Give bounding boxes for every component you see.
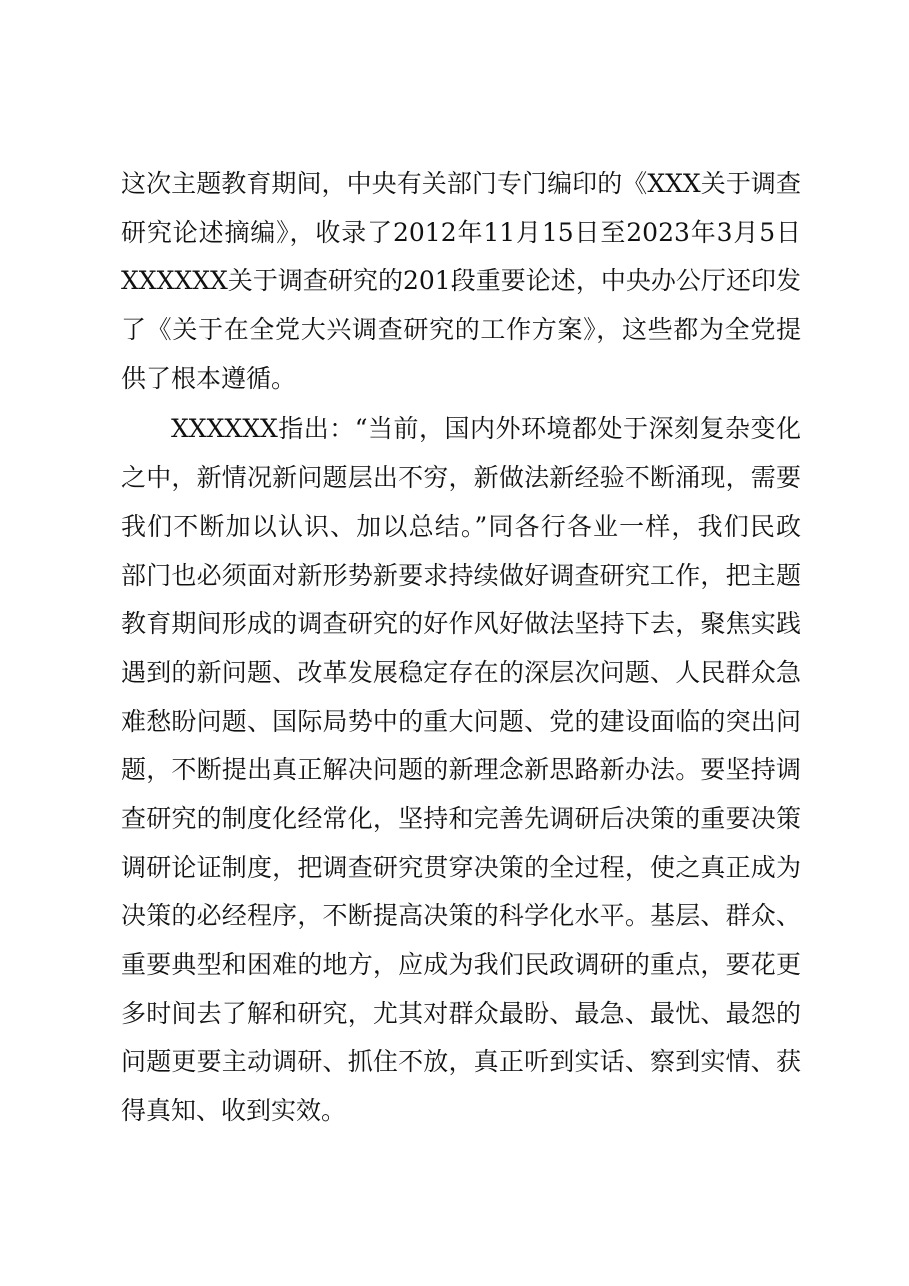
paragraph-line: 了《关于在全党大兴调查研究的工作方案》，这些都为全党提 <box>121 315 801 345</box>
paragraph-2 <box>121 405 801 1135</box>
paragraph-line: 题，不断提出真正解决问题的新理念新思路新办法。要坚持调 <box>121 755 801 785</box>
paragraph-line: XXXXXX指出：“当前，国内外环境都处于深刻复杂变化 <box>171 414 801 444</box>
paragraph-line: 重要典型和困难的地方，应成为我们民政调研的重点，要花更 <box>121 950 801 979</box>
paragraph-line: 之中，新情况新问题层出不穷，新做法新经验不断涌现，需要 <box>121 463 801 493</box>
paragraph-line: 遇到的新问题、改革发展稳定存在的深层次问题、人民群众急 <box>121 657 801 687</box>
paragraph-line: 我们不断加以认识、加以总结。”同各行各业一样，我们民政 <box>121 511 801 541</box>
paragraph-line: 难愁盼问题、国际局势中的重大问题、党的建设面临的突出问 <box>121 706 801 736</box>
paragraph-line: 决策的必经程序，不断提高决策的科学化水平。基层、群众、 <box>121 901 801 931</box>
paragraph-line: 问题更要主动调研、抓住不放，真正听到实话、察到实情、获 <box>121 1047 801 1077</box>
paragraph-line: 得真知、收到实效。 <box>121 1096 347 1126</box>
paragraph-line: 调研论证制度，把调查研究贯穿决策的全过程，使之真正成为 <box>121 852 801 882</box>
paragraph-line: 查研究的制度化经常化，坚持和完善先调研后决策的重要决策 <box>121 803 801 833</box>
paragraph-1 <box>121 160 801 403</box>
paragraph-line: 研究论述摘编》，收录了2012年11月15日至2023年3月5日 <box>121 217 801 247</box>
paragraph-line: 教育期间形成的调查研究的好作风好做法坚持下去，聚焦实践 <box>121 609 801 639</box>
paragraph-line: 供了根本遵循。 <box>121 363 297 393</box>
paragraph-line: XXXXXX关于调查研究的201段重要论述，中央办公厅还印发 <box>121 266 801 296</box>
paragraph-line: 这次主题教育期间，中央有关部门专门编印的《XXX关于调查 <box>121 169 801 198</box>
paragraph-line: 多时间去了解和研究，尤其对群众最盼、最急、最忧、最怨的 <box>121 998 801 1028</box>
document-body <box>121 160 801 1136</box>
paragraph-line: 部门也必须面对新形势新要求持续做好调查研究工作，把主题 <box>121 560 801 590</box>
